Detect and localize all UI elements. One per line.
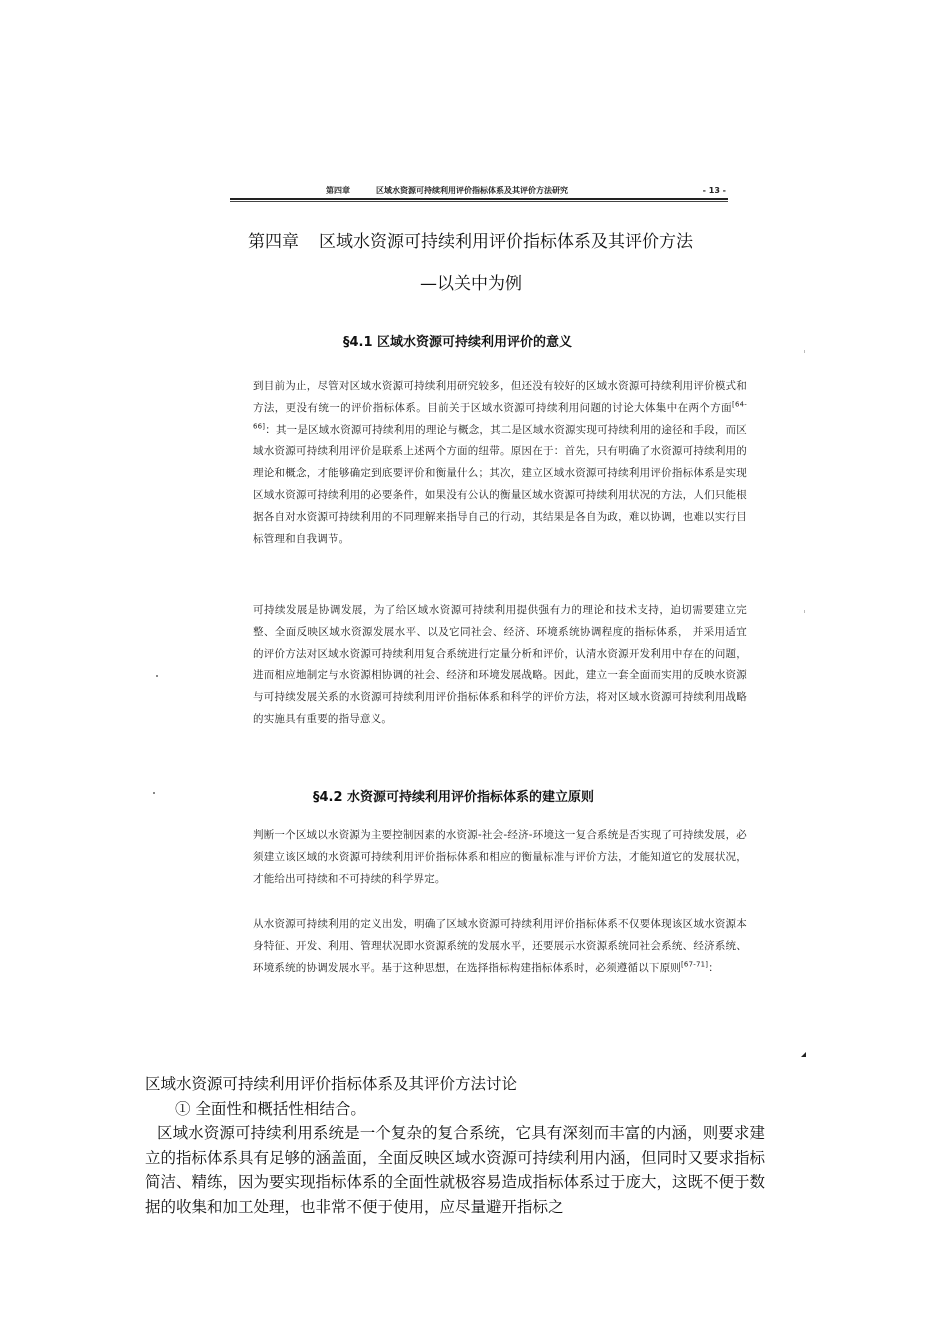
section-4-2-paragraph-1: [232, 825, 747, 890]
paragraph-text: 到目前为止，尽管对区域水资源可持续利用研究较多，但还没有较好的区域水资源可持续利用评价模式和方法，更没有统一的评价指标体系。目前关于区域水资源可持续利用问题的讨论大体集中在两个方面: [253, 380, 747, 414]
discussion-text: [145, 1072, 765, 1219]
section-heading-4-2: §4.2 水资源可持续利用评价指标体系的建立原则: [313, 790, 595, 805]
citation: [64-66]: [253, 400, 747, 431]
paragraph-text: 可持续发展是协调发展，为了给区域水资源可持续利用提供强有力的理论和技术支持，迫切需要建立完整、全面反映区域水资源发展水平、以及它同社会、经济、环境系统协调程度的指标体系， 并采用适宜的评价方法对区域水资源可持续利用复合系统进行定量分析和评价，认清水资源开发利用中存在的问题，进而相应地制定与水资源相协调的社会、经济和环境发展战略。因此，建立一套全面而实用的反映水资源与可持续发展关系的水资源可持续利用评价指标体系和科学的评价方法，将对区域水资源可持续利用战略的实施具有重要的指导意义。: [253, 604, 747, 725]
page-number: - 13 -: [702, 186, 726, 195]
discussion-paragraph: [145, 1121, 765, 1219]
scan-speck: [804, 350, 805, 353]
citation: [67-71]: [681, 960, 709, 969]
section-4-2-paragraph-2: [232, 914, 747, 979]
scan-speck: [156, 675, 158, 677]
discussion-title: 区域水资源可持续利用评价指标体系及其评价方法讨论: [145, 1075, 518, 1093]
header-rule: [230, 198, 728, 200]
chapter-number: 第四章: [248, 232, 299, 252]
chapter-subtitle: —以关中为例: [420, 274, 522, 294]
scan-speck: [153, 792, 155, 794]
paragraph-text: ：: [708, 961, 719, 974]
header-rule-thin: [230, 201, 728, 202]
chapter-title-text: 区域水资源可持续利用评价指标体系及其评价方法: [319, 232, 693, 252]
section-4-1-paragraph-1: [232, 376, 747, 550]
section-heading-4-1: §4.1 区域水资源可持续利用评价的意义: [343, 335, 573, 350]
paragraph-text: ：其一是区域水资源可持续利用的理论与概念，其二是区域水资源实现可持续利用的途径和手段，而区域水资源可持续利用评价是联系上述两个方面的纽带。原因在于：首先，只有明确了水资源可持续利用的理论和概念，才能够确定到底要评价和衡量什么；其次，建立区域水资源可持续利用评价指标体系是实现区域水资源可持续利用的必要条件，如果没有公认的衡量区域水资源可持续利用状况的方法，人们只能根据各自对水资源可持续利用的不同理解来指导自己的行动，其结果是各自为政，难以协调，也难以实行目标管理和自我调节。: [253, 423, 747, 545]
paragraph-text: 判断一个区域以水资源为主要控制因素的水资源-社会-经济-环境这一复合系统是否实现了可持续发展，必须建立该区域的水资源可持续利用评价指标体系和相应的衡量标准与评价方法，才能知道它的发展状况，才能给出可持续和不可持续的科学界定。: [253, 829, 747, 885]
paragraph-text: 区域水资源可持续利用系统是一个复杂的复合系统，它具有深刻而丰富的内涵，则要求建立的指标体系具有足够的涵盖面，全面反映区域水资源可持续利用内涵，但同时又要求指标简洁、精练，因为要实现指标体系的全面性就极容易造成指标体系过于庞大，这既不便于数据的收集和加工处理，也非常不便于使用，应尽量避开指标之: [145, 1124, 766, 1216]
discussion-item: ① 全面性和概括性相结合。: [175, 1099, 366, 1118]
scan-speck: [804, 610, 805, 613]
running-header-title: 区域水资源可持续利用评价指标体系及其评价方法研究: [376, 186, 568, 195]
scan-corner-mark: [801, 1052, 806, 1057]
section-4-1-paragraph-2: [232, 600, 747, 731]
running-header-chapter: 第四章: [326, 186, 350, 195]
chapter-title: [248, 230, 728, 254]
paragraph-text: 从水资源可持续利用的定义出发，明确了区域水资源可持续利用评价指标体系不仅要体现该区域水资源本身特征、开发、利用、管理状况即水资源系统的发展水平，还要展示水资源系统同社会系统、经济系统、环境系统的协调发展水平。基于这种思想，在选择指标构建指标体系时，必须遵循以下原则: [253, 918, 747, 974]
running-header: [230, 184, 728, 198]
